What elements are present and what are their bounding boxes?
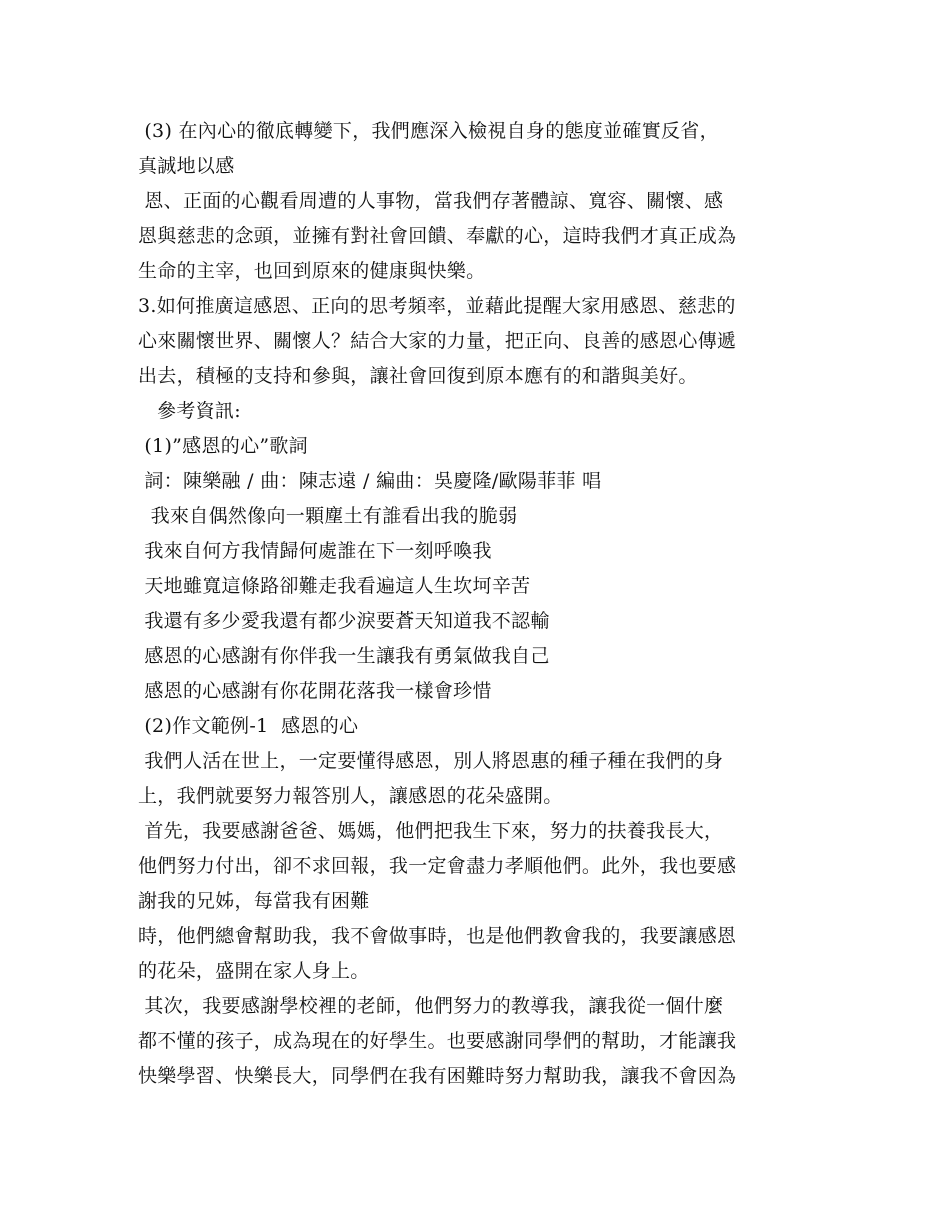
- lyric-line: 天地雖寬這條路卻難走我看遍這人生坎坷辛苦: [138, 575, 531, 597]
- lyric-line: 感恩的心感謝有你伴我一生讓我有勇氣做我自己: [138, 645, 550, 667]
- text-line: 我們人活在世上，一定要懂得感恩，別人將恩惠的種子種在我們的身: [138, 750, 724, 772]
- text-line: (3) 在內心的徹底轉變下，我們應深入檢視自身的態度並確實反省，: [138, 120, 719, 142]
- text-line: 時，他們總會幫助我，我不會做事時，也是他們教會我的，我要讓感恩: [138, 925, 737, 947]
- text-line: (1)”感恩的心”歌詞: [138, 435, 308, 457]
- text-line: 生命的主宰，也回到原來的健康與快樂。: [138, 260, 486, 282]
- text-line: 上，我們就要努力報答別人，讓感恩的花朵盛開。: [138, 785, 563, 807]
- text-line: 快樂學習、快樂長大，同學們在我有困難時努力幫助我，讓我不會因為: [138, 1065, 737, 1087]
- lyric-line: 我來自何方我情歸何處誰在下一刻呼喚我: [138, 540, 492, 562]
- text-line: 詞：陳樂融 / 曲：陳志遠 / 編曲：吳慶隆/歐陽菲菲 唱: [138, 470, 602, 492]
- text-line: 的花朵，盛開在家人身上。: [138, 960, 370, 982]
- text-line: 恩與慈悲的念頭，並擁有對社會回饋、奉獻的心，這時我們才真正成為: [138, 225, 737, 247]
- text-line: 其次，我要感謝學校裡的老師，他們努力的教導我，讓我從一個什麼: [138, 995, 724, 1017]
- lyric-line: 我來自偶然像向一顆塵土有誰看出我的脆弱: [138, 505, 518, 527]
- text-line: (2)作文範例-1 感恩的心: [138, 715, 359, 737]
- text-line: 都不懂的孩子，成為現在的好學生。也要感謝同學們的幫助，才能讓我: [138, 1030, 737, 1052]
- text-line: 謝我的兄姊，每當我有困難: [138, 890, 370, 912]
- text-line: 出去，積極的支持和參與，讓社會回復到原本應有的和諧與美好。: [138, 365, 698, 387]
- lyric-line: 感恩的心感謝有你花開花落我一樣會珍惜: [138, 680, 492, 702]
- text-line: 真誠地以感: [138, 155, 235, 177]
- text-line: 3.如何推廣這感恩、正向的思考頻率，並藉此提醒大家用感恩、慈悲的: [138, 295, 736, 317]
- text-line: 恩、正面的心觀看周遭的人事物，當我們存著體諒、寬容、關懷、感: [138, 190, 724, 212]
- section-heading: 參考資訊:: [138, 400, 241, 422]
- text-line: 他們努力付出，卻不求回報，我一定會盡力孝順他們。此外，我也要感: [138, 855, 737, 877]
- text-line: 心來關懷世界、關懷人？結合大家的力量，把正向、良善的感恩心傳遞: [138, 330, 737, 352]
- lyric-line: 我還有多少愛我還有都少淚要蒼天知道我不認輸: [138, 610, 550, 632]
- text-line: 首先，我要感謝爸爸、媽媽，他們把我生下來，努力的扶養我長大，: [138, 820, 724, 842]
